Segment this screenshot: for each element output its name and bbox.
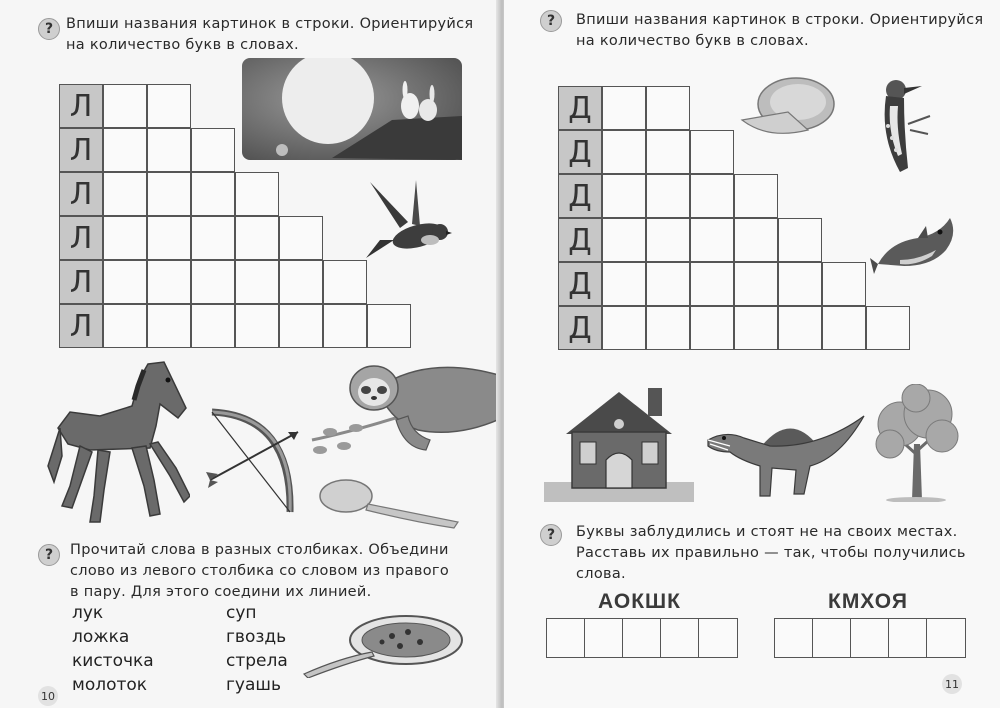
grid-empty-cell[interactable] — [602, 86, 646, 130]
right-word: суп — [226, 603, 257, 623]
grid-empty-cell[interactable] — [103, 216, 147, 260]
grid-empty-cell[interactable] — [734, 306, 778, 350]
house-picture — [544, 386, 694, 504]
task2-line1: Прочитай слова в разных столбиках. Объедини — [70, 542, 449, 558]
answer-letter-box[interactable] — [622, 618, 662, 658]
task2-instruction — [70, 540, 449, 603]
melon-picture — [738, 74, 838, 142]
swallow-picture — [360, 176, 452, 266]
task1-instruction — [66, 14, 473, 56]
answer-letter-box[interactable] — [546, 618, 586, 658]
grid-empty-cell[interactable] — [103, 84, 147, 128]
grid-empty-cell[interactable] — [103, 172, 147, 216]
grid-empty-cell[interactable] — [191, 304, 235, 348]
task1-instruction — [576, 10, 983, 52]
moon-with-hares-picture — [242, 58, 462, 160]
horse-picture — [40, 356, 190, 536]
grid-empty-cell[interactable] — [279, 260, 323, 304]
grid-empty-cell[interactable] — [778, 218, 822, 262]
task1-line2: на количество букв в словах. — [66, 37, 299, 53]
grid-empty-cell[interactable] — [866, 306, 910, 350]
page-number: 11 — [942, 674, 962, 694]
grid-first-letter-cell[interactable]: Д — [558, 306, 602, 350]
grid-empty-cell[interactable] — [646, 130, 690, 174]
task1-line2: на количество букв в словах. — [576, 33, 809, 49]
grid-empty-cell[interactable] — [690, 218, 734, 262]
answer-letter-box[interactable] — [698, 618, 738, 658]
grid-first-letter-cell[interactable]: Д — [558, 130, 602, 174]
grid-first-letter-cell[interactable]: Д — [558, 174, 602, 218]
grid-empty-cell[interactable] — [602, 262, 646, 306]
grid-empty-cell[interactable] — [147, 172, 191, 216]
answer-letter-box[interactable] — [774, 618, 814, 658]
grid-empty-cell[interactable] — [235, 304, 279, 348]
grid-empty-cell[interactable] — [822, 306, 866, 350]
answer-letter-box[interactable] — [888, 618, 928, 658]
dolphin-picture — [870, 204, 960, 280]
task2-line1: Буквы заблудились и стоят не на своих местах. — [576, 524, 958, 540]
grid-empty-cell[interactable] — [646, 218, 690, 262]
right-word: стрела — [226, 651, 288, 671]
task1-line1: Впиши названия картинок в строки. Ориентируйся — [66, 16, 474, 32]
tree-picture — [870, 384, 962, 502]
grid-empty-cell[interactable] — [690, 306, 734, 350]
grid-empty-cell[interactable] — [778, 262, 822, 306]
grid-empty-cell[interactable] — [646, 86, 690, 130]
bow-and-arrow-picture — [202, 402, 302, 520]
grid-empty-cell[interactable] — [147, 216, 191, 260]
sloth-picture — [308, 358, 500, 464]
grid-empty-cell[interactable] — [147, 260, 191, 304]
grid-empty-cell[interactable] — [103, 128, 147, 172]
grid-empty-cell[interactable] — [235, 216, 279, 260]
grid-empty-cell[interactable] — [734, 218, 778, 262]
grid-first-letter-cell[interactable]: Л — [59, 128, 103, 172]
woodpecker-picture — [874, 76, 934, 186]
grid-empty-cell[interactable] — [602, 130, 646, 174]
grid-empty-cell[interactable] — [822, 262, 866, 306]
grid-empty-cell[interactable] — [191, 128, 235, 172]
grid-empty-cell[interactable] — [367, 304, 411, 348]
grid-first-letter-cell[interactable]: Л — [59, 260, 103, 304]
answer-letter-box[interactable] — [584, 618, 624, 658]
answer-letter-box[interactable] — [850, 618, 890, 658]
scrambled-word: АОКШК — [598, 590, 681, 613]
grid-empty-cell[interactable] — [235, 260, 279, 304]
grid-empty-cell[interactable] — [778, 306, 822, 350]
answer-letter-box[interactable] — [812, 618, 852, 658]
grid-empty-cell[interactable] — [646, 262, 690, 306]
grid-empty-cell[interactable] — [323, 260, 367, 304]
right-page — [504, 0, 1000, 708]
grid-empty-cell[interactable] — [690, 130, 734, 174]
grid-empty-cell[interactable] — [191, 216, 235, 260]
grid-first-letter-cell[interactable]: Д — [558, 86, 602, 130]
grid-empty-cell[interactable] — [602, 174, 646, 218]
question-icon: ? — [38, 18, 60, 40]
spoon-picture — [318, 476, 464, 532]
answer-letter-box[interactable] — [660, 618, 700, 658]
grid-empty-cell[interactable] — [734, 262, 778, 306]
answer-letter-box[interactable] — [926, 618, 966, 658]
question-icon: ? — [540, 524, 562, 546]
question-icon: ? — [540, 10, 562, 32]
task2-instruction — [576, 522, 966, 585]
grid-empty-cell[interactable] — [602, 306, 646, 350]
left-word: лук — [72, 603, 104, 623]
scrambled-word: КМХОЯ — [828, 590, 908, 613]
left-word: кисточка — [72, 651, 154, 671]
grid-empty-cell[interactable] — [191, 172, 235, 216]
grid-empty-cell[interactable] — [690, 262, 734, 306]
page-number: 10 — [38, 686, 58, 706]
grid-empty-cell[interactable] — [646, 174, 690, 218]
grid-empty-cell[interactable] — [191, 260, 235, 304]
right-word: гуашь — [226, 675, 281, 695]
task2-line3: в пару. Для этого соедини их линией. — [70, 584, 372, 600]
task1-line1: Впиши названия картинок в строки. Ориентируйся — [576, 12, 984, 28]
grid-empty-cell[interactable] — [279, 304, 323, 348]
task2-line2: Расставь их правильно — так, чтобы получились — [576, 545, 966, 561]
soup-bowl-picture — [300, 612, 466, 678]
grid-empty-cell[interactable] — [690, 174, 734, 218]
grid-empty-cell[interactable] — [147, 84, 191, 128]
grid-empty-cell[interactable] — [646, 306, 690, 350]
left-word: молоток — [72, 675, 148, 695]
grid-empty-cell[interactable] — [602, 218, 646, 262]
grid-first-letter-cell[interactable]: Д — [558, 262, 602, 306]
grid-empty-cell[interactable] — [235, 172, 279, 216]
grid-empty-cell[interactable] — [279, 216, 323, 260]
grid-empty-cell[interactable] — [147, 304, 191, 348]
grid-first-letter-cell[interactable]: Л — [59, 304, 103, 348]
dinosaur-picture — [700, 408, 872, 504]
grid-empty-cell[interactable] — [103, 260, 147, 304]
grid-first-letter-cell[interactable]: Л — [59, 172, 103, 216]
right-word: гвоздь — [226, 627, 287, 647]
grid-first-letter-cell[interactable]: Д — [558, 218, 602, 262]
left-word: ложка — [72, 627, 130, 647]
grid-first-letter-cell[interactable]: Л — [59, 216, 103, 260]
grid-first-letter-cell[interactable]: Л — [59, 84, 103, 128]
grid-empty-cell[interactable] — [323, 304, 367, 348]
question-icon: ? — [38, 544, 60, 566]
task2-line2: слово из левого столбика со словом из правого — [70, 563, 450, 579]
task2-line3: слова. — [576, 566, 626, 582]
grid-empty-cell[interactable] — [103, 304, 147, 348]
grid-empty-cell[interactable] — [147, 128, 191, 172]
grid-empty-cell[interactable] — [734, 174, 778, 218]
